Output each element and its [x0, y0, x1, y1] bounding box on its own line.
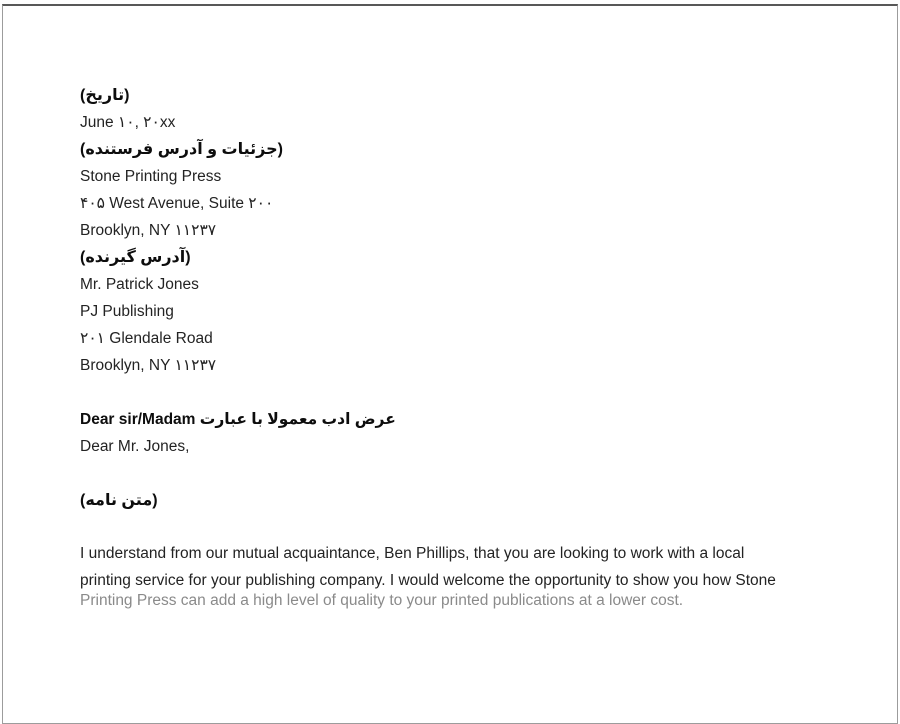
body-line-1: I understand from our mutual acquaintance, Ben Phillips, that you are looking to work with a local	[80, 545, 745, 562]
letter-document	[80, 82, 840, 614]
recipient-city: Brooklyn, NY ۱۱۲۳۷	[80, 357, 217, 374]
recipient-name: Mr. Patrick Jones	[80, 276, 199, 293]
salutation: Dear Mr. Jones,	[80, 438, 190, 455]
body-line-2: printing service for your publishing company. I would welcome the opportunity to show you how Stone	[80, 572, 776, 589]
recipient-street: ۲۰۱ Glendale Road	[80, 330, 213, 347]
sender-street: ۴۰۵ West Avenue, Suite ۲۰۰	[80, 195, 274, 212]
sender-address-label: (جزئیات و آدرس فرستنده)	[80, 141, 283, 158]
body-line-3-clipped: Printing Press can add a high level of quality to your printed publications at a lower cost.	[80, 592, 684, 609]
salutation-note: عرض ادب معمولا با عبارت Dear sir/Madam	[80, 411, 396, 428]
date-label: (تاریخ)	[80, 87, 130, 104]
sender-company: Stone Printing Press	[80, 168, 222, 185]
body-label: (متن نامه)	[80, 492, 158, 509]
date-value: June ۱۰, ۲۰xx	[80, 114, 176, 131]
sender-city: Brooklyn, NY ۱۱۲۳۷	[80, 222, 217, 239]
recipient-address-label: (آدرس گیرنده)	[80, 249, 191, 266]
recipient-company: PJ Publishing	[80, 303, 174, 320]
